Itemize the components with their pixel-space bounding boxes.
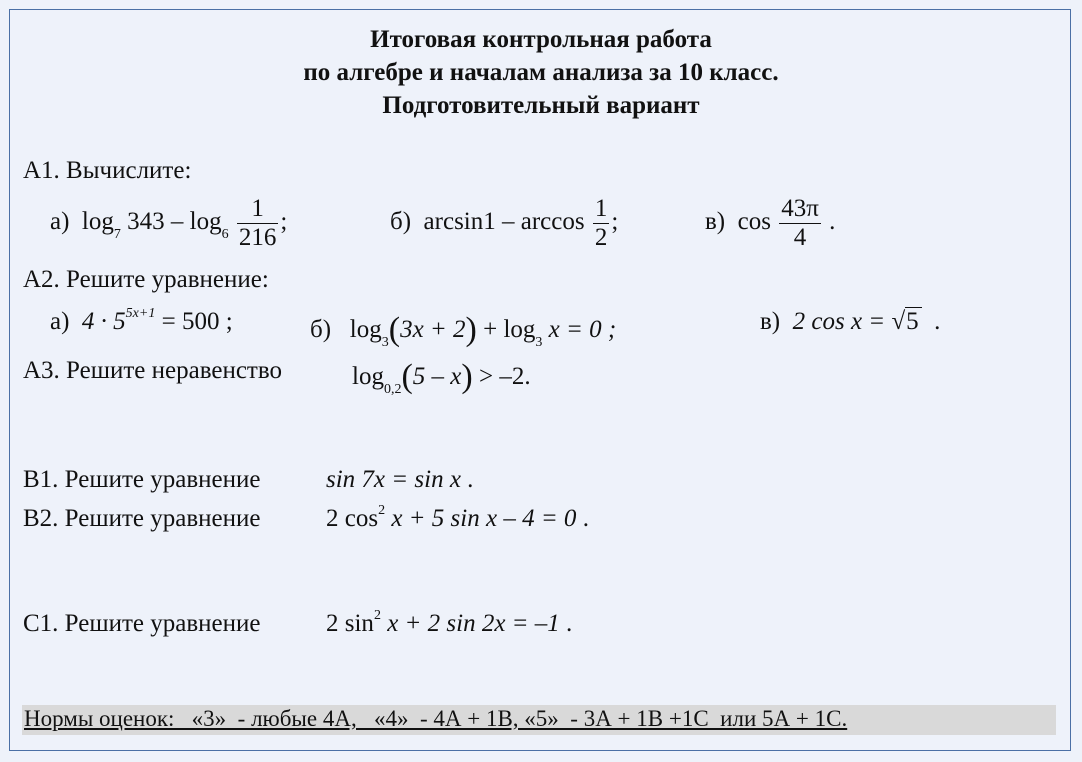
expr: 4 · 5 <box>81 308 126 335</box>
expr-mid: 343 – log <box>120 208 222 236</box>
page-frame <box>9 9 1071 751</box>
title-line-2: по алгебре и началам анализа за 10 класс. <box>303 59 779 86</box>
log-base: 7 <box>113 227 121 243</box>
log-word: log <box>81 208 114 236</box>
task-a2-part-c: в) 2 cos x = √5 . <box>760 308 941 335</box>
fraction: $\frac{43\pi}{4}$ <box>781 195 819 251</box>
expr: cos <box>737 208 771 236</box>
grading-norms-text: Нормы оценок: «3» - любые 4А, «4» - 4А + 1В, «5» - 3А + 1В +1С или 5А + 1С. <box>24 706 848 731</box>
title-line-3: Подготовительный вариант <box>382 92 700 119</box>
log-base: 6 <box>221 227 229 243</box>
task-a1-label: А1. Вычислите: <box>23 157 192 184</box>
task-c1-expr: 2 $\sin^2 x + 2$ sin 2x = –1 . <box>326 608 573 637</box>
task-a3-label: А3. Решите неравенство <box>23 357 282 384</box>
task-a2-part-b: б) $\log_3(3x + 2) + \log_3 x = 0$ ; <box>310 311 617 350</box>
expr: arcsin1 – arccos <box>423 208 585 236</box>
marker: а) <box>50 308 70 335</box>
expr: 2 cos x = <box>792 308 892 335</box>
marker: б) <box>390 208 412 236</box>
task-a1-part-a: а) $\log_7 343 - \log_6$ $\frac{1}{216}$ ; <box>50 195 288 251</box>
grading-norms <box>22 705 1056 735</box>
task-a1-part-b: б) arcsin1 – arccos $\frac{1}{2}$ ; <box>390 195 619 251</box>
title-line-1: Итоговая контрольная работа <box>370 26 712 53</box>
marker: б) <box>310 316 332 343</box>
task-a2-label: А2. Решите уравнение: <box>23 266 269 293</box>
task-b1-label: В1. Решите уравнение <box>23 466 261 493</box>
fraction: $\frac{1}{216}$ <box>238 195 277 251</box>
exponent: 5x+1 <box>125 306 156 321</box>
task-a1-part-c: в) cos $\frac{43\pi}{4}$ . <box>705 195 836 251</box>
task-a3-expr: $\log_{0,2}(5 - x) > -2$. <box>352 358 531 397</box>
task-a2-part-a: а) $4 \cdot 5^{5x+1} = 500$ ; <box>50 306 233 335</box>
marker: в) <box>705 208 726 236</box>
sqrt: √5 <box>891 307 921 335</box>
marker: в) <box>760 308 781 335</box>
task-b2-expr: 2 $\cos^2 x + 5$ sin x – 4 = 0 . <box>326 503 589 532</box>
task-c1-label: С1. Решите уравнение <box>23 610 261 637</box>
task-b1-expr: sin 7x = sin x . <box>326 466 474 493</box>
fraction: $\frac{1}{2}$ <box>594 195 608 251</box>
marker: а) <box>50 208 70 236</box>
task-b2-label: В2. Решите уравнение <box>23 505 261 532</box>
